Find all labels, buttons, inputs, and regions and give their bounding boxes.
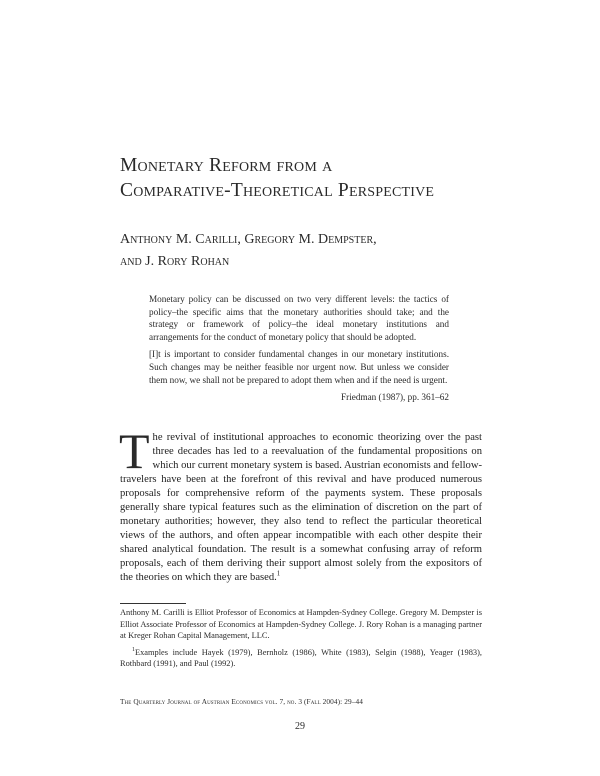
epigraph-citation: Friedman (1987), pp. 361–62 bbox=[341, 392, 449, 403]
author-list-line-1: Anthony M. Carilli, Gregory M. Dempster, bbox=[120, 232, 377, 247]
footnotes bbox=[120, 607, 482, 670]
page-number: 29 bbox=[295, 721, 305, 732]
epigraph-paragraph-1: Monetary policy can be discussed on two very different levels: the tactics of policy–the specific aims that the monetary authorities should take; and the strategy or framework of policy–the ideal monetary institutions and arrangements for the conduct of monetary policy that should be adopted. bbox=[149, 294, 449, 342]
article-title-line-1: Monetary Reform from a bbox=[120, 155, 333, 176]
body-paragraph bbox=[119, 423, 482, 586]
journal-citation: The Quarterly Journal of Austrian Economics vol. 7, no. 3 (Fall 2004): 29–44 bbox=[120, 697, 363, 706]
footnote-reference[interactable]: 1 bbox=[276, 569, 281, 578]
article-title bbox=[120, 153, 560, 203]
footnote-divider bbox=[120, 603, 186, 604]
article-title-line-2: Comparative-Theoretical Perspective bbox=[120, 180, 435, 201]
drop-cap: T bbox=[119, 423, 150, 479]
epigraph-paragraph-2: [I]t is important to consider fundamental changes in our monetary institutions. Such changes may be neither feasible nor urgent now. But unless we consider them now, we shall not be prepared to adopt them when and if the need is urgent. bbox=[149, 349, 449, 385]
author-affiliation-note: Anthony M. Carilli is Elliot Professor of Economics at Hampden-Sydney College. Gregory M. Dempster is Elliot Associate Professor of Economics at Hampden-Sydney College. J. Rory Rohan is a managing partner at Kreger Rohan Capital Management, LLC. bbox=[120, 608, 482, 640]
body-paragraph-text: he revival of institutional approaches to economic theorizing over the past three decades has led to a reevaluation of the fundamental propositions on which our current monetary system is based. Austrian economists and fellow-travelers have been at the forefront of this revival and have produced numerous proposals for comprehensive reform of the payments system. These proposals generally share typical features such as the elimination of discretion on the part of monetary authorities; however, they also tend to reflect the particular theoretical views of the authors, and often appear incompatible with each other despite their shared analytical foundation. The result is a somewhat confusing array of reform proposals, each of them deriving their support almost solely from the expositors of the theories on which they are based. bbox=[120, 432, 482, 584]
author-list bbox=[120, 229, 540, 273]
footnote-1-text: Examples include Hayek (1979), Bernholz (1986), White (1983), Selgin (1988), Yeager (1983), Rothbard (1991), and Paul (1992). bbox=[120, 647, 482, 668]
footnote-1 bbox=[120, 647, 482, 670]
footnote-1-marker: 1 bbox=[132, 646, 135, 653]
author-list-line-2: and J. Rory Rohan bbox=[120, 254, 230, 269]
epigraph bbox=[149, 293, 449, 409]
